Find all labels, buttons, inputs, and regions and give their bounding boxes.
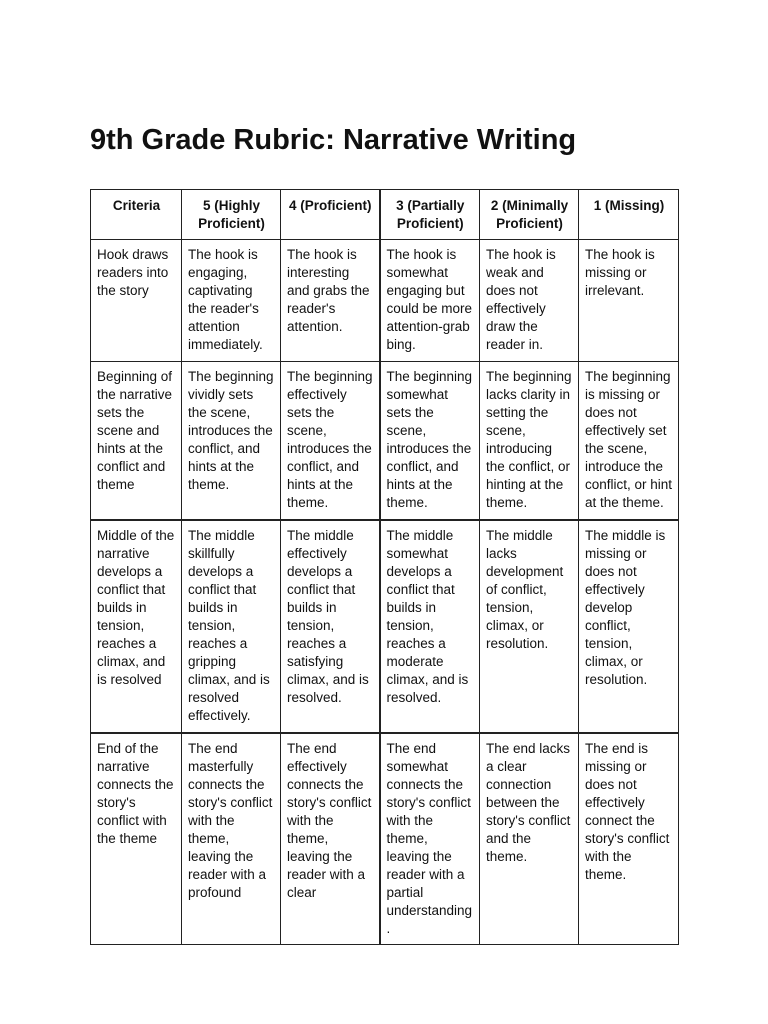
- score-4-cell: The hook is interesting and grabs the reader's attention.: [281, 240, 380, 362]
- score-5-cell: The beginning vividly sets the scene, introduces the conflict, and hints at the theme.: [182, 362, 281, 521]
- score-1-cell: The hook is missing or irrelevant.: [579, 240, 679, 362]
- score-4-cell: The beginning effectively sets the scene, introduces the conflict, and hints at the theme.: [281, 362, 380, 521]
- table-row: [91, 733, 679, 945]
- score-2-cell: The beginning lacks clarity in setting the scene, introducing the conflict, or hinting at the theme.: [480, 362, 579, 521]
- header-score-2: 2 (Minimally Proficient): [480, 190, 579, 240]
- score-5-cell: The middle skillfully develops a conflict that builds in tension, reaches a gripping climax, and is resolved effectively.: [182, 520, 281, 733]
- criteria-cell: Hook draws readers into the story: [91, 240, 182, 362]
- header-score-4: 4 (Proficient): [281, 190, 380, 240]
- page-title: 9th Grade Rubric: Narrative Writing: [90, 124, 577, 156]
- score-3-cell: The end somewhat connects the story's conflict with the theme, leaving the reader with a partial understanding .: [380, 733, 480, 945]
- score-3-cell: The hook is somewhat engaging but could be more attention-grab bing.: [380, 240, 480, 362]
- criteria-cell: Middle of the narrative develops a conflict that builds in tension, reaches a climax, and is resolved: [91, 520, 182, 733]
- header-criteria: Criteria: [91, 190, 182, 240]
- score-2-cell: The end lacks a clear connection between the story's conflict and the theme.: [480, 733, 579, 945]
- score-4-cell: The end effectively connects the story's conflict with the theme, leaving the reader with a clear: [281, 733, 380, 945]
- table-row: [91, 240, 679, 362]
- score-5-cell: The end masterfully connects the story's conflict with the theme, leaving the reader with a profound: [182, 733, 281, 945]
- header-score-5: 5 (Highly Proficient): [182, 190, 281, 240]
- rubric-table: [90, 189, 679, 945]
- header-score-1: 1 (Missing): [579, 190, 679, 240]
- table-row: [91, 362, 679, 521]
- score-3-cell: The beginning somewhat sets the scene, introduces the conflict, and hints at the theme.: [380, 362, 480, 521]
- score-1-cell: The middle is missing or does not effectively develop conflict, tension, climax, or resolution.: [579, 520, 679, 733]
- score-2-cell: The middle lacks development of conflict, tension, climax, or resolution.: [480, 520, 579, 733]
- score-1-cell: The beginning is missing or does not effectively set the scene, introduce the conflict, or hint at the theme.: [579, 362, 679, 521]
- criteria-cell: End of the narrative connects the story's conflict with the theme: [91, 733, 182, 945]
- criteria-cell: Beginning of the narrative sets the scene and hints at the conflict and theme: [91, 362, 182, 521]
- score-2-cell: The hook is weak and does not effectively draw the reader in.: [480, 240, 579, 362]
- header-score-3: 3 (Partially Proficient): [380, 190, 480, 240]
- score-3-cell: The middle somewhat develops a conflict that builds in tension, reaches a moderate climax, and is resolved.: [380, 520, 480, 733]
- score-4-cell: The middle effectively develops a conflict that builds in tension, reaches a satisfying climax, and is resolved.: [281, 520, 380, 733]
- score-5-cell: The hook is engaging, captivating the reader's attention immediately.: [182, 240, 281, 362]
- header-row: [91, 190, 679, 240]
- score-1-cell: The end is missing or does not effectively connect the story's conflict with the theme.: [579, 733, 679, 945]
- table-row: [91, 520, 679, 733]
